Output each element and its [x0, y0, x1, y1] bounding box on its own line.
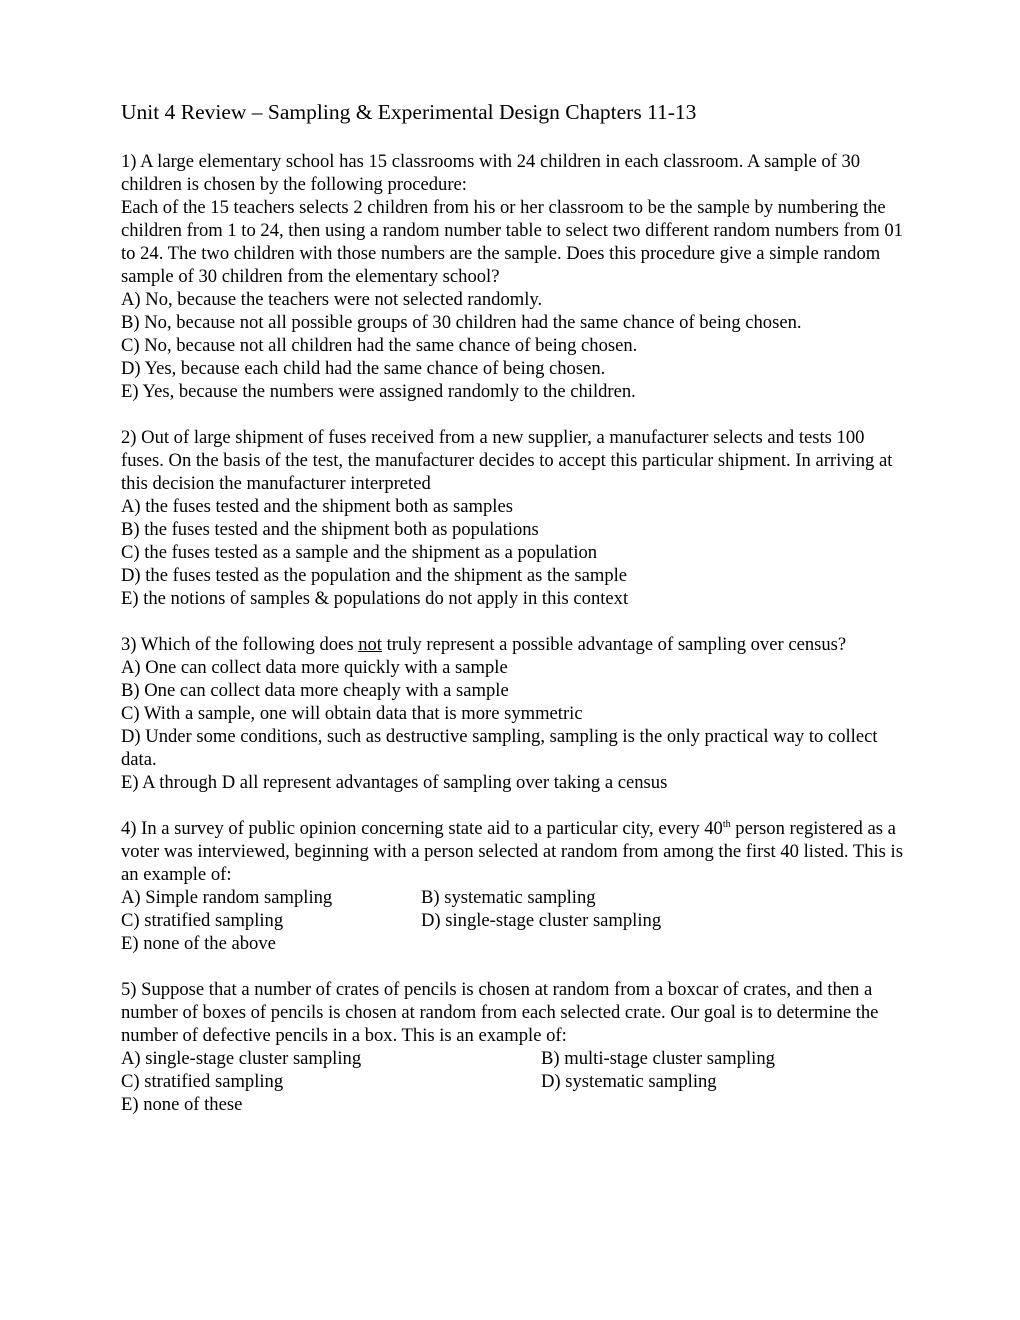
question-2-option-c: C) the fuses tested as a sample and the shipment as a population — [121, 542, 598, 563]
question-2-option-a: A) the fuses tested and the shipment both as samples — [121, 496, 513, 517]
question-1 — [121, 150, 906, 403]
question-5-option-d: D) systematic sampling — [541, 1071, 717, 1092]
question-5-option-b: B) multi-stage cluster sampling — [541, 1048, 775, 1069]
question-3-stem-after: truly represent a possible advantage of sampling over census? — [381, 634, 847, 655]
question-4 — [121, 817, 906, 955]
question-1-option-e: E) Yes, because the numbers were assigned randomly to the children. — [121, 381, 636, 402]
question-2-option-e: E) the notions of samples & populations do not apply in this context — [121, 588, 629, 609]
question-3-option-d: D) Under some conditions, such as destructive sampling, sampling is the only practical way to collect data. — [121, 726, 878, 770]
question-3-option-c: C) With a sample, one will obtain data that is more symmetric — [121, 703, 583, 724]
document-page — [121, 98, 906, 1139]
question-4-option-row — [121, 909, 906, 932]
question-3-stem — [121, 633, 906, 656]
question-2-option-d: D) the fuses tested as the population and the shipment as the sample — [121, 565, 628, 586]
question-3 — [121, 633, 906, 794]
question-4-option-a: A) Simple random sampling — [121, 887, 333, 908]
question-4-option-e: E) none of the above — [121, 933, 276, 954]
question-5-stem: 5) Suppose that a number of crates of pencils is chosen at random from a boxcar of crates, and then a number of boxes of pencils is chosen at random from each selected crate. Our goal is to determine the number of defective pencils in a box. This is an example of: — [121, 979, 879, 1046]
page-title: Unit 4 Review – Sampling & Experimental Design Chapters 11-13 — [121, 100, 697, 124]
question-5-option-c: C) stratified sampling — [121, 1071, 284, 1092]
question-5-option-a: A) single-stage cluster sampling — [121, 1048, 362, 1069]
question-4-stem-before: 4) In a survey of public opinion concerning state aid to a particular city, every 40 — [121, 818, 723, 839]
question-3-option-a: A) One can collect data more quickly with a sample — [121, 657, 508, 678]
question-3-stem-before: 3) Which of the following does — [121, 634, 359, 655]
question-2 — [121, 426, 906, 610]
question-4-option-d: D) single-stage cluster sampling — [421, 910, 662, 931]
question-3-stem-underlined: not — [358, 634, 382, 655]
question-1-procedure: Each of the 15 teachers selects 2 children from his or her classroom to be the sample by numbering the children from 1 to 24, then using a random number table to select two different random numbers from 01 to 24. The two children with those numbers are the sample. Does this procedure give a simple random sample of 30 children from the elementary school? — [121, 197, 903, 287]
question-3-option-b: B) One can collect data more cheaply with a sample — [121, 680, 509, 701]
question-4-option-b: B) systematic sampling — [421, 887, 596, 908]
question-4-option-c: C) stratified sampling — [121, 910, 284, 931]
question-5-option-row — [121, 1047, 906, 1070]
question-5 — [121, 978, 906, 1116]
question-4-stem-superscript: th — [722, 819, 731, 830]
question-2-stem: 2) Out of large shipment of fuses received from a new supplier, a manufacturer selects and tests 100 fuses. On the basis of the test, the manufacturer decides to accept this particular shipment. In arriving at this decision the manufacturer interpreted — [121, 427, 893, 494]
question-1-option-d: D) Yes, because each child had the same chance of being chosen. — [121, 358, 606, 379]
question-4-option-row — [121, 886, 906, 909]
question-4-stem-after: person registered as a voter was interviewed, beginning with a person selected at random from among the first 40 listed. This is an example of: — [121, 818, 903, 885]
question-1-option-a: A) No, because the teachers were not selected randomly. — [121, 289, 543, 310]
question-1-option-b: B) No, because not all possible groups of 30 children had the same chance of being chosen. — [121, 312, 802, 333]
question-5-option-e: E) none of these — [121, 1094, 243, 1115]
question-5-option-row — [121, 1070, 906, 1093]
question-1-stem: 1) A large elementary school has 15 classrooms with 24 children in each classroom. A sample of 30 children is chosen by the following procedure: — [121, 151, 861, 195]
question-4-stem — [121, 817, 906, 886]
question-3-option-e: E) A through D all represent advantages of sampling over taking a census — [121, 772, 668, 793]
question-1-option-c: C) No, because not all children had the same chance of being chosen. — [121, 335, 638, 356]
question-2-option-b: B) the fuses tested and the shipment both as populations — [121, 519, 539, 540]
